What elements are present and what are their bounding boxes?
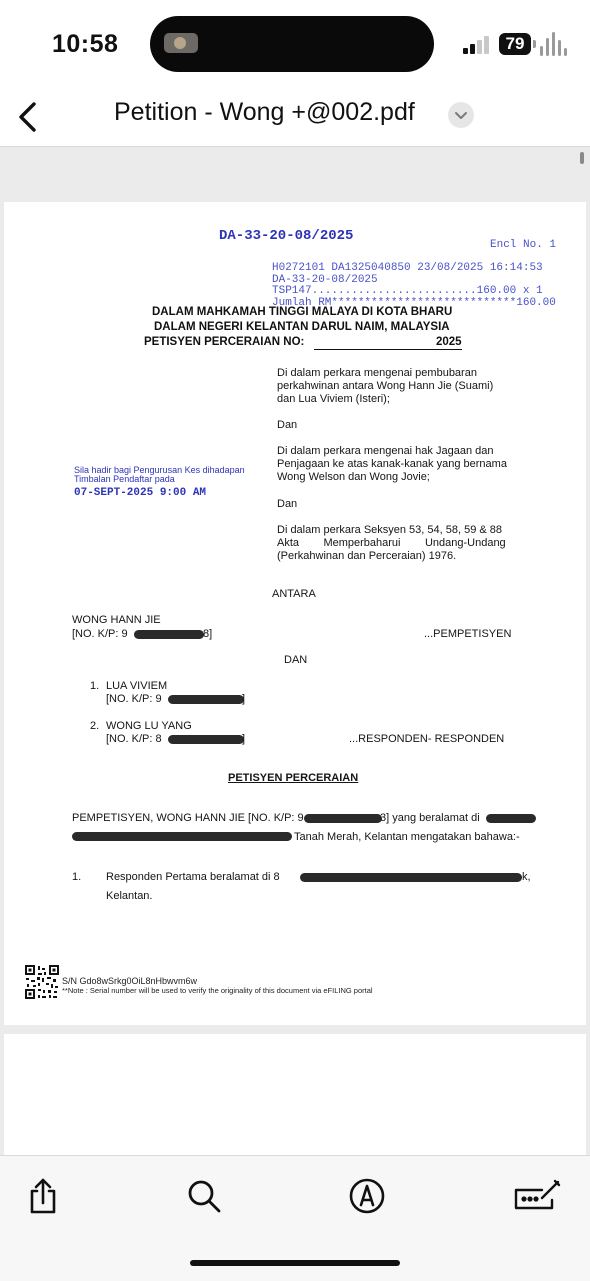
respondent-1-ic-close: ]: [242, 693, 246, 705]
dan-3: DAN: [284, 654, 308, 666]
pdf-page-2: [4, 1034, 586, 1155]
title-menu-chevron-icon[interactable]: [448, 102, 474, 128]
stamp-line: H0272101 DA1325040850 23/08/2025 16:14:53: [272, 262, 543, 274]
share-icon[interactable]: [21, 1174, 65, 1218]
text-line: dan Lua Viviem (Isteri);: [277, 393, 390, 405]
fill-and-sign-icon[interactable]: [512, 1174, 556, 1218]
home-indicator[interactable]: [190, 1260, 400, 1266]
respondent-1-ic-open: [NO. K/P: 9: [106, 693, 162, 705]
audio-waveform-icon: [538, 32, 572, 56]
text-line: Di dalam perkara mengenai hak Jagaan dan: [277, 445, 494, 457]
scroll-indicator[interactable]: [580, 152, 584, 164]
respondent-2-ic-open: [NO. K/P: 8: [106, 733, 162, 745]
item-1-text-b: k,: [522, 871, 531, 883]
status-bar: [0, 0, 590, 88]
search-icon[interactable]: [182, 1174, 226, 1218]
stamp-line: TSP147.........................160.00 x 1: [272, 285, 543, 297]
document-title[interactable]: Petition - Wong +@002.pdf: [114, 98, 415, 126]
respondent-2-name: WONG LU YANG: [106, 720, 192, 732]
redaction-mark: [72, 832, 292, 841]
payment-stamp: [272, 263, 556, 309]
matter-dissolution: [277, 367, 493, 406]
dynamic-island[interactable]: [150, 16, 434, 72]
redaction-mark: [304, 814, 382, 823]
petitioner-ic-open: [NO. K/P: 9: [72, 628, 128, 640]
intro-part-a: PEMPETISYEN, WONG HANN JIE [NO. K/P: 9: [72, 812, 304, 824]
pdf-viewer[interactable]: [0, 147, 590, 1155]
text-line: (Perkahwinan dan Perceraian) 1976.: [277, 550, 457, 562]
status-time: 10:58: [52, 30, 119, 58]
battery-tip: [533, 40, 536, 48]
stamp-line: Jumlah RM****************************160.00: [272, 296, 556, 309]
intro-part-c: Tanah Merah, Kelantan mengatakan bahawa:-: [294, 831, 520, 843]
now-playing-artwork: [164, 33, 198, 53]
petitioner-role: ...PEMPETISYEN: [424, 628, 512, 640]
section-title: PETISYEN PERCERAIAN: [228, 772, 359, 784]
text-line: Di dalam perkara Seksyen 53, 54, 58, 59 & 88: [277, 524, 503, 536]
text-line: Akta Memperbaharui Undang-Undang: [277, 537, 506, 549]
markup-pen-icon[interactable]: [345, 1174, 389, 1218]
petition-number-line: [314, 349, 462, 350]
dan-2: Dan: [277, 498, 298, 510]
item-1-number: 1.: [72, 871, 82, 883]
battery-indicator: 79: [499, 33, 531, 55]
dan-1: Dan: [277, 419, 298, 431]
item-1-text-a: Responden Pertama beralamat di 8: [106, 871, 280, 883]
redaction-mark: [486, 814, 536, 823]
redaction-mark: [300, 873, 522, 882]
redaction-mark: [168, 735, 244, 744]
court-heading-1: DALAM MAHKAMAH TINGGI MALAYA DI KOTA BHARU: [152, 306, 453, 318]
respondent-2-number: 2.: [90, 720, 100, 732]
qr-code-icon: [24, 964, 60, 1000]
petition-number-label: PETISYEN PERCERAIAN NO:: [144, 336, 305, 348]
serial-note: **Note : Serial number will be used to verify the originality of this document via eFILING portal: [62, 986, 373, 995]
cellular-signal-icon: [463, 36, 491, 54]
petition-year: 2025: [436, 336, 462, 348]
respondent-2-ic-close: ]: [242, 733, 246, 745]
hearing-note: Sila hadir bagi Pengurusan Kes dihadapan Timbalan Pendaftar pada: [74, 465, 245, 484]
respondent-1-name: LUA VIVIEM: [106, 680, 168, 692]
matter-custody: [277, 445, 507, 484]
case-reference: DA-33-20-08/2025: [219, 228, 354, 244]
respondent-1-number: 1.: [90, 680, 100, 692]
petitioner-name: WONG HANN JIE: [72, 614, 161, 626]
court-heading-2: DALAM NEGERI KELANTAN DARUL NAIM, MALAYSIA: [154, 321, 450, 333]
text-line: Wong Welson dan Wong Jovie;: [277, 471, 430, 483]
pdf-page-1: [4, 202, 586, 1025]
enclosure-number: Encl No. 1: [490, 239, 557, 251]
item-1-text-c: Kelantan.: [106, 890, 153, 902]
petitioner-ic-close: 8]: [203, 628, 213, 640]
respondent-role: ...RESPONDEN- RESPONDEN: [349, 733, 505, 745]
navigation-bar: [0, 88, 590, 147]
matter-statute: [277, 524, 506, 563]
text-line: Di dalam perkara mengenai pembubaran: [277, 367, 477, 379]
text-line: Penjagaan ke atas kanak-kanak yang bernama: [277, 458, 507, 470]
antara-label: ANTARA: [272, 588, 316, 600]
serial-number: S/N Gdo8wSrkg0OiL8nHbwvm6w: [62, 976, 198, 986]
hearing-date: 07-SEPT-2025 9:00 AM: [74, 487, 207, 499]
redaction-mark: [134, 630, 204, 639]
redaction-mark: [168, 695, 244, 704]
back-chevron-icon[interactable]: [10, 94, 50, 138]
stamp-line: DA-33-20-08/2025: [272, 273, 378, 286]
intro-part-b: 3] yang beralamat di: [380, 812, 480, 824]
text-line: perkahwinan antara Wong Hann Jie (Suami): [277, 380, 494, 392]
